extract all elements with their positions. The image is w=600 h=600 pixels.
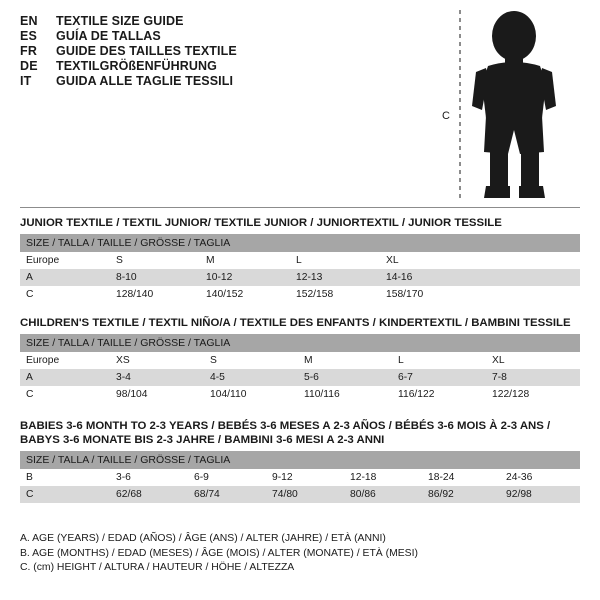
table-header-row bbox=[20, 334, 580, 352]
language-title: TEXTILE SIZE GUIDE bbox=[56, 14, 184, 28]
legend-line-b: B. AGE (MONTHS) / EDAD (MESES) / ÂGE (MOIS) / ALTER (MONATE) / ETÀ (MESI) bbox=[20, 547, 418, 559]
cell: 98/104 bbox=[110, 386, 204, 403]
size-header-label: SIZE / TALLA / TAILLE / GRÖSSE / TAGLIA bbox=[20, 234, 580, 252]
cell: 74/80 bbox=[266, 486, 344, 503]
language-code: FR bbox=[20, 44, 38, 58]
cell: 152/158 bbox=[290, 286, 380, 303]
cell: 12-13 bbox=[290, 269, 380, 286]
cell: 140/152 bbox=[200, 286, 290, 303]
cell: 116/122 bbox=[392, 386, 486, 403]
row-label: C bbox=[20, 286, 110, 303]
cell: 158/170 bbox=[380, 286, 470, 303]
language-title: GUÍA DE TALLAS bbox=[56, 29, 161, 43]
legend-line-c: C. (cm) HEIGHT / ALTURA / HAUTEUR / HÖHE / ALTEZZA bbox=[20, 562, 295, 573]
cell: 3-4 bbox=[110, 369, 204, 386]
section-babies bbox=[20, 419, 580, 503]
cell: 128/140 bbox=[110, 286, 200, 303]
header-divider bbox=[20, 207, 580, 208]
table-row bbox=[20, 269, 580, 286]
measurement-figure bbox=[442, 6, 582, 206]
cell: S bbox=[110, 252, 200, 269]
cell: 6-7 bbox=[392, 369, 486, 386]
table-row bbox=[20, 386, 580, 403]
table-row bbox=[20, 369, 580, 386]
language-row bbox=[20, 44, 440, 58]
children-size-table bbox=[20, 334, 580, 403]
language-code: IT bbox=[20, 74, 32, 88]
language-title-block bbox=[20, 14, 440, 89]
cell: 110/116 bbox=[298, 386, 392, 403]
cell-empty bbox=[470, 286, 580, 303]
language-row bbox=[20, 74, 440, 88]
junior-size-table bbox=[20, 234, 580, 303]
language-row bbox=[20, 14, 440, 28]
cell: 3-6 bbox=[110, 469, 188, 486]
cell: 92/98 bbox=[500, 486, 580, 503]
table-row bbox=[20, 469, 580, 486]
size-header-label: SIZE / TALLA / TAILLE / GRÖSSE / TAGLIA bbox=[20, 334, 580, 352]
cell: XL bbox=[380, 252, 470, 269]
size-header-label: SIZE / TALLA / TAILLE / GRÖSSE / TAGLIA bbox=[20, 451, 580, 469]
babies-size-table bbox=[20, 451, 580, 503]
language-row bbox=[20, 59, 440, 73]
legend-line-a: A. AGE (YEARS) / EDAD (AÑOS) / ÂGE (ANS) / ALTER (JAHRE) / ETÀ (ANNI) bbox=[20, 533, 386, 544]
cell: M bbox=[200, 252, 290, 269]
language-title: GUIDE DES TAILLES TEXTILE bbox=[56, 44, 237, 58]
table-row bbox=[20, 352, 580, 369]
cell: 122/128 bbox=[486, 386, 580, 403]
section-junior bbox=[20, 216, 580, 303]
table-row bbox=[20, 286, 580, 303]
toddler-silhouette-icon bbox=[442, 6, 582, 206]
table-header-row bbox=[20, 451, 580, 469]
cell: 4-5 bbox=[204, 369, 298, 386]
measure-label-c: C bbox=[442, 110, 450, 122]
row-label: C bbox=[20, 386, 110, 403]
row-label: Europe bbox=[20, 252, 110, 269]
row-label: Europe bbox=[20, 352, 110, 369]
language-code: ES bbox=[20, 29, 38, 43]
row-label: A bbox=[20, 369, 110, 386]
cell: 8-10 bbox=[110, 269, 200, 286]
cell: 62/68 bbox=[110, 486, 188, 503]
row-label: C bbox=[20, 486, 110, 503]
cell: 80/86 bbox=[344, 486, 422, 503]
cell: 68/74 bbox=[188, 486, 266, 503]
cell: 10-12 bbox=[200, 269, 290, 286]
cell: 6-9 bbox=[188, 469, 266, 486]
cell: 86/92 bbox=[422, 486, 500, 503]
cell: 5-6 bbox=[298, 369, 392, 386]
cell: L bbox=[290, 252, 380, 269]
cell: M bbox=[298, 352, 392, 369]
section-title: JUNIOR TEXTILE / TEXTIL JUNIOR/ TEXTILE JUNIOR / JUNIORTEXTIL / JUNIOR TESSILE bbox=[20, 217, 502, 229]
cell: 9-12 bbox=[266, 469, 344, 486]
table-row bbox=[20, 486, 580, 503]
cell: 7-8 bbox=[486, 369, 580, 386]
language-title: GUIDA ALLE TAGLIE TESSILI bbox=[56, 74, 234, 88]
language-row bbox=[20, 29, 440, 43]
cell: 18-24 bbox=[422, 469, 500, 486]
cell: XS bbox=[110, 352, 204, 369]
section-title: BABIES 3-6 MONTH TO 2-3 YEARS / BEBÉS 3-6 MESES A 2-3 AÑOS / BÉBÉS 3-6 MOIS À 2-3 ANS / BABYS 3-6 MONATE BIS 2-3 JAHRE / BAMBINI 3-6 MESI A 2-3 ANNI bbox=[20, 420, 551, 446]
language-code: EN bbox=[20, 14, 38, 28]
section-children bbox=[20, 316, 580, 403]
cell: 104/110 bbox=[204, 386, 298, 403]
table-header-row bbox=[20, 234, 580, 252]
cell: 12-18 bbox=[344, 469, 422, 486]
language-code: DE bbox=[20, 59, 38, 73]
cell: L bbox=[392, 352, 486, 369]
cell-empty bbox=[470, 269, 580, 286]
section-title: CHILDREN'S TEXTILE / TEXTIL NIÑO/A / TEXTILE DES ENFANTS / KINDERTEXTIL / BAMBINI TESSILE bbox=[20, 317, 571, 329]
cell: 24-36 bbox=[500, 469, 580, 486]
row-label: B bbox=[20, 469, 110, 486]
table-row bbox=[20, 252, 580, 269]
cell: XL bbox=[486, 352, 580, 369]
legend-block bbox=[20, 532, 580, 576]
cell-empty bbox=[470, 252, 580, 269]
row-label: A bbox=[20, 269, 110, 286]
cell: S bbox=[204, 352, 298, 369]
cell: 14-16 bbox=[380, 269, 470, 286]
language-title: TEXTILGRÖßENFÜHRUNG bbox=[56, 59, 217, 73]
